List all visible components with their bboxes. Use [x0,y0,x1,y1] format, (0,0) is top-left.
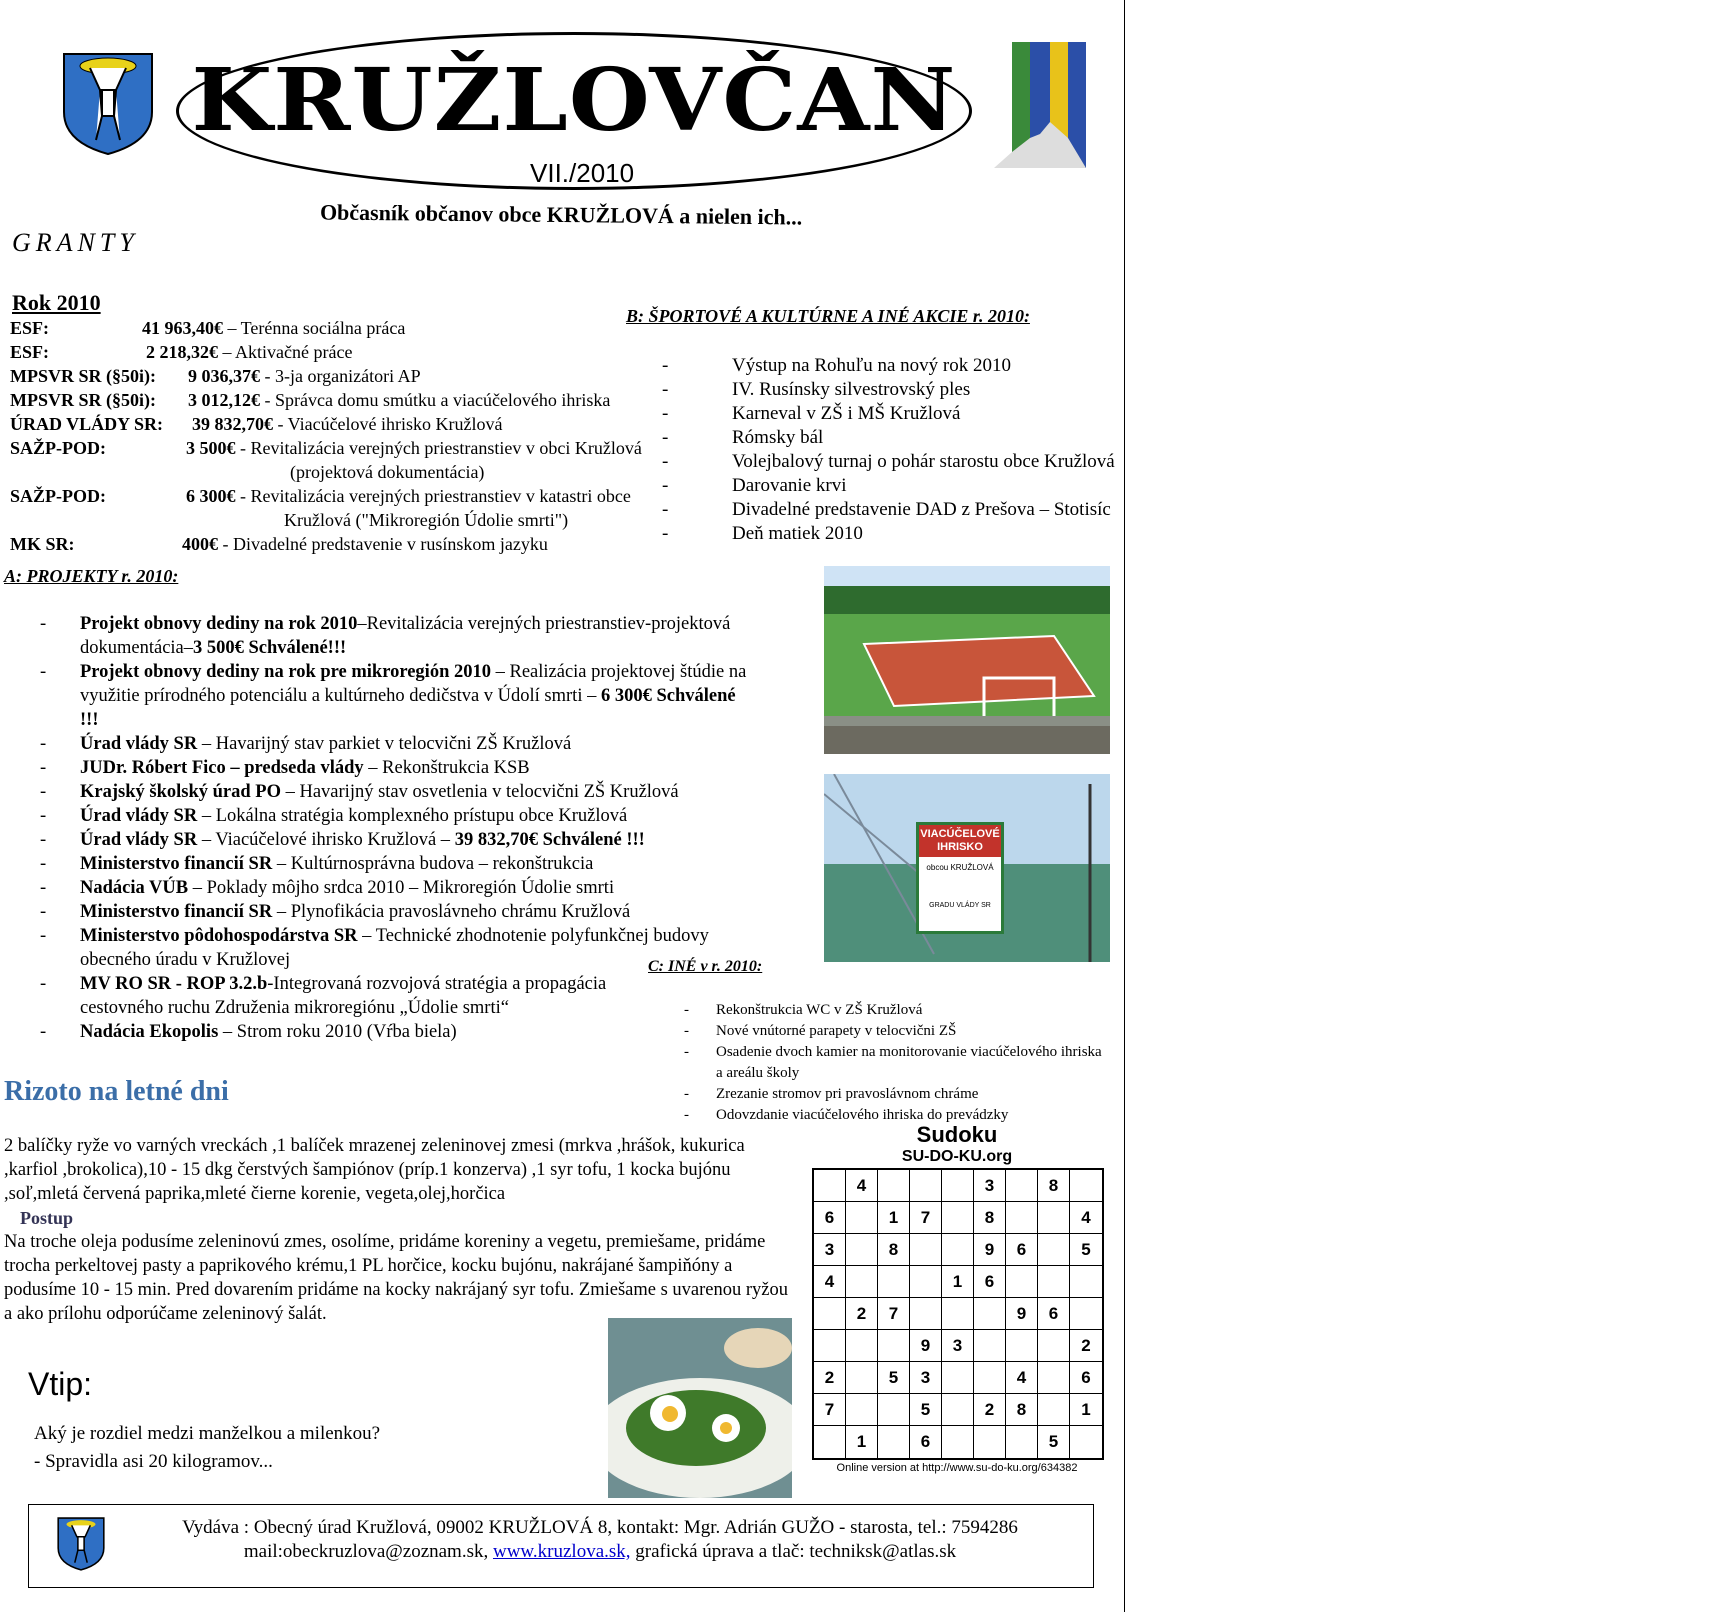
sudoku-cell [942,1234,974,1266]
sudoku-cell [974,1298,1006,1330]
list-item: - Rekonštrukcia WC v ZŠ Kružlová [682,1000,1112,1021]
sudoku-site: SU-DO-KU.org [901,1148,1013,1165]
sudoku-cell: 2 [974,1394,1006,1426]
list-item: - Nadácia Ekopolis – Strom roku 2010 (Vŕba biela) [0,1020,820,1044]
sudoku-cell: 4 [846,1170,878,1202]
footer-line-2: mail:obeckruzlova@zoznam.sk, www.kruzlova.sk, grafická úprava a tlač: techniksk@atlas.sk [243,1541,957,1562]
sudoku-cell: 7 [910,1202,942,1234]
list-item: - Krajský školský úrad PO – Havarijný stav osvetlenia v telocvični ZŠ Kružlová [0,780,820,804]
sudoku-cell: 6 [910,1426,942,1458]
sudoku-cell [910,1298,942,1330]
sudoku-cell: 8 [878,1234,910,1266]
sudoku-cell [1006,1330,1038,1362]
sudoku-cell [1038,1394,1070,1426]
sudoku-cell: 6 [1070,1362,1102,1394]
list-item: - MV RO SR - ROP 3.2.b-Integrovaná rozvojová stratégia a propagácia cestovného ruchu Združenia mikroregiónu „Údolie smrti“ [0,972,820,1020]
sudoku-cell [846,1266,878,1298]
sudoku-cell [878,1394,910,1426]
list-item: - Ministerstvo financií SR – Plynofikácia pravoslávneho chrámu Kružlová [0,900,820,924]
sudoku-cell [1038,1330,1070,1362]
sudoku-cell [878,1330,910,1362]
recipe-ingredients: 2 balíčky ryže vo varných vreckách ,1 balíček mrazenej zeleninovej zmesi (mrkva ,hrášok, kukurica ,karfiol ,brokolica),10 - 15 dkg čerstvých šampiónov (príp.1 konzerva) ,1 syr tofu, 1 kocka bujónu ,soľ,mletá červená paprika,mleté čierne korenie, vegeta,olej,horčica [4,1136,745,1204]
sudoku-cell: 7 [814,1394,846,1426]
sudoku-cell [1070,1266,1102,1298]
grants-year-heading: Rok 2010 [12,290,101,315]
projects-list [0,612,820,1044]
list-item: - Výstup na Rohuľu na nový rok 2010 [662,354,1122,378]
sudoku-cell: 3 [910,1362,942,1394]
sudoku-title: Sudoku [916,1122,998,1147]
sudoku-cell: 9 [1006,1298,1038,1330]
list-item: - IV. Rusínsky silvestrovský ples [662,378,1122,402]
coat-of-arms-icon [60,50,156,158]
sudoku-footer: Online version at http://www.su-do-ku.org/634382 [836,1462,1078,1474]
sudoku-cell [1006,1266,1038,1298]
sudoku-grid [812,1168,1104,1460]
sudoku-cell [814,1298,846,1330]
sudoku-cell: 3 [974,1170,1006,1202]
list-item: - Darovanie krvi [662,474,1122,498]
sudoku-cell: 1 [1070,1394,1102,1426]
newspaper-title: KRUŽLOVČAN [191,50,957,151]
sudoku-cell [846,1394,878,1426]
list-item: - Osadenie dvoch kamier na monitorovanie viacúčelového ihriska a areálu školy [682,1042,1112,1084]
joke-body [34,1420,380,1476]
sudoku-cell [1006,1426,1038,1458]
sudoku-cell: 2 [814,1362,846,1394]
list-item: - Nadácia VÚB – Poklady môjho srdca 2010 – Mikroregión Údolie smrti [0,876,820,900]
list-item: - Volejbalový turnaj o pohár starostu obce Kružlová [662,450,1122,474]
sudoku-cell [814,1426,846,1458]
sign-body: obcou KRUŽLOVÁ [926,863,994,872]
list-item: - Rómsky bál [662,426,1122,450]
sudoku-cell [846,1330,878,1362]
recipe-method-label: Postup [20,1208,74,1228]
recipe-body [4,1134,794,1326]
sudoku-cell [846,1362,878,1394]
sudoku-cell: 1 [878,1202,910,1234]
sudoku-cell: 4 [814,1266,846,1298]
list-item: - Nové vnútorné parapety v telocvični ZŠ [682,1021,1112,1042]
sudoku-cell: 1 [846,1426,878,1458]
sudoku-cell: 3 [942,1330,974,1362]
list-item: - Odovzdanie viacúčelového ihriska do prevádzky [682,1105,1112,1126]
sign-body-2: GRADU VLÁDY SR [929,902,991,909]
list-item: - Karneval v ZŠ i MŠ Kružlová [662,402,1122,426]
joke-question: Aký je rozdiel medzi manželkou a milenkou? [34,1423,381,1444]
sudoku-cell [1070,1298,1102,1330]
sudoku-cell [878,1266,910,1298]
sign-photo [824,774,1110,962]
sudoku-cell: 6 [1038,1298,1070,1330]
sudoku-cell [910,1234,942,1266]
playground-sign [916,822,1004,934]
sudoku-cell [846,1234,878,1266]
sudoku-cell [846,1202,878,1234]
sudoku-cell: 2 [846,1298,878,1330]
sudoku-cell [878,1170,910,1202]
sudoku-cell [974,1426,1006,1458]
grant-row-continued: Kružlová ("Mikroregión Údolie smrti") [284,510,569,530]
sudoku-cell [942,1426,974,1458]
website-link[interactable]: www.kruzlova.sk, [492,1541,631,1562]
sudoku-cell [1070,1426,1102,1458]
sudoku-cell: 2 [1070,1330,1102,1362]
sudoku-cell [1070,1170,1102,1202]
sudoku-cell: 4 [1006,1362,1038,1394]
sudoku-cell [974,1330,1006,1362]
sudoku-cell [910,1266,942,1298]
list-item: - Ministerstvo financií SR – Kultúrnosprávna budova – rekonštrukcia [0,852,820,876]
list-item: - Úrad vlády SR – Havarijný stav parkiet v telocvični ZŠ Kružlová [0,732,820,756]
grant-row-continued: (projektová dokumentácia) [290,462,485,482]
sudoku-cell: 8 [974,1202,1006,1234]
sport-list [662,354,1122,546]
list-item: - Ministerstvo pôdohospodárstva SR – Technické zhodnotenie polyfunkčnej budovy obecného úradu v Kružlovej [0,924,820,972]
sudoku-cell: 9 [974,1234,1006,1266]
sudoku-cell [942,1362,974,1394]
list-item: - JUDr. Róbert Fico – predseda vlády – Rekonštrukcia KSB [0,756,820,780]
sign-title: VIACÚČELOVÉ IHRISKO [919,825,1001,857]
sudoku-cell [942,1298,974,1330]
sudoku-cell: 9 [910,1330,942,1362]
sudoku-cell [1038,1362,1070,1394]
sudoku-cell: 5 [878,1362,910,1394]
joke-title: Vtip: [28,1366,93,1402]
grants-heading: GRANTY [12,228,139,257]
sudoku-cell: 7 [878,1298,910,1330]
list-item: - Projekt obnovy dediny na rok 2010–Revitalizácia verejných priestranstiev-projektová dokumentácia–3 500€ Schválené!!! [0,612,820,660]
sudoku-cell: 5 [1038,1426,1070,1458]
sudoku-cell: 6 [974,1266,1006,1298]
village-flag-icon [994,42,1086,168]
sudoku-cell [814,1170,846,1202]
sudoku-cell [1038,1266,1070,1298]
sudoku-cell [1038,1202,1070,1234]
recipe-method: Na troche oleja podusíme zeleninovú zmes, osolíme, pridáme koreniny a vegetu, premiešame, pridáme trocha perkeltovej pasty a paprikového krému,1 PL horčice, kocku bujónu, nakrájané šampiňóny a podusíme 10 - 15 min. Pred dovarením pridáme na kocky nakrájaný syr tofu. Zmiešame s uvarenou ryžou a ako prílohu odporúčame zeleninový šalát. [4,1232,788,1324]
sudoku-cell [942,1202,974,1234]
sudoku-cell: 3 [814,1234,846,1266]
footer-line-1: Vydáva : Obecný úrad Kružlová, 09002 KRUŽLOVÁ 8, kontakt: Mgr. Adrián GUŽO - starosta, tel.: 7594286 [182,1517,1018,1538]
sudoku-cell [942,1170,974,1202]
playground-photo [824,566,1110,754]
other-heading: C: INÉ v r. 2010: [648,958,763,975]
coat-of-arms-icon [56,1516,106,1572]
sudoku-cell [1006,1202,1038,1234]
sudoku-cell: 8 [1038,1170,1070,1202]
sudoku-cell: 6 [1006,1234,1038,1266]
sudoku-cell: 6 [814,1202,846,1234]
list-item: - Deň matiek 2010 [662,522,1122,546]
sudoku-cell: 1 [942,1266,974,1298]
issue-number: VII./2010 [530,158,635,188]
other-list [682,1000,1112,1126]
sudoku-cell: 8 [1006,1394,1038,1426]
sudoku-cell [974,1362,1006,1394]
footer-text [120,1516,1080,1564]
sport-heading: B: ŠPORTOVÉ A KULTÚRNE A INÉ AKCIE r. 2010: [626,306,1030,326]
recipe-title: Rizoto na letné dni [4,1076,229,1107]
sudoku-cell: 4 [1070,1202,1102,1234]
list-item: - Úrad vlády SR – Viacúčelové ihrisko Kružlová – 39 832,70€ Schválené !!! [0,828,820,852]
sudoku-cell [942,1394,974,1426]
page-edge [1124,0,1125,1612]
sudoku-cell [878,1426,910,1458]
sudoku-cell [910,1170,942,1202]
list-item: - Úrad vlády SR – Lokálna stratégia komplexného prístupu obce Kružlová [0,804,820,828]
sudoku-cell: 5 [910,1394,942,1426]
sudoku-cell [1038,1234,1070,1266]
newspaper-subtitle: Občasník občanov obce KRUŽLOVÁ a nielen ich... [319,199,803,230]
joke-answer: - Spravidla asi 20 kilogramov... [34,1451,273,1472]
sudoku-cell [1006,1170,1038,1202]
sudoku-cell: 5 [1070,1234,1102,1266]
projects-heading: A: PROJEKTY r. 2010: [4,566,179,586]
list-item: - Projekt obnovy dediny na rok pre mikroregión 2010 – Realizácia projektovej štúdie na využitie prírodného potenciálu a kultúrneho dedičstva v Údolí smrti – 6 300€ Schválené !!! [0,660,820,732]
list-item: - Divadelné predstavenie DAD z Prešova – Stotisíc [662,498,1122,522]
list-item: - Zrezanie stromov pri pravoslávnom chráme [682,1084,1112,1105]
sudoku-cell [814,1330,846,1362]
salad-photo [608,1318,792,1498]
